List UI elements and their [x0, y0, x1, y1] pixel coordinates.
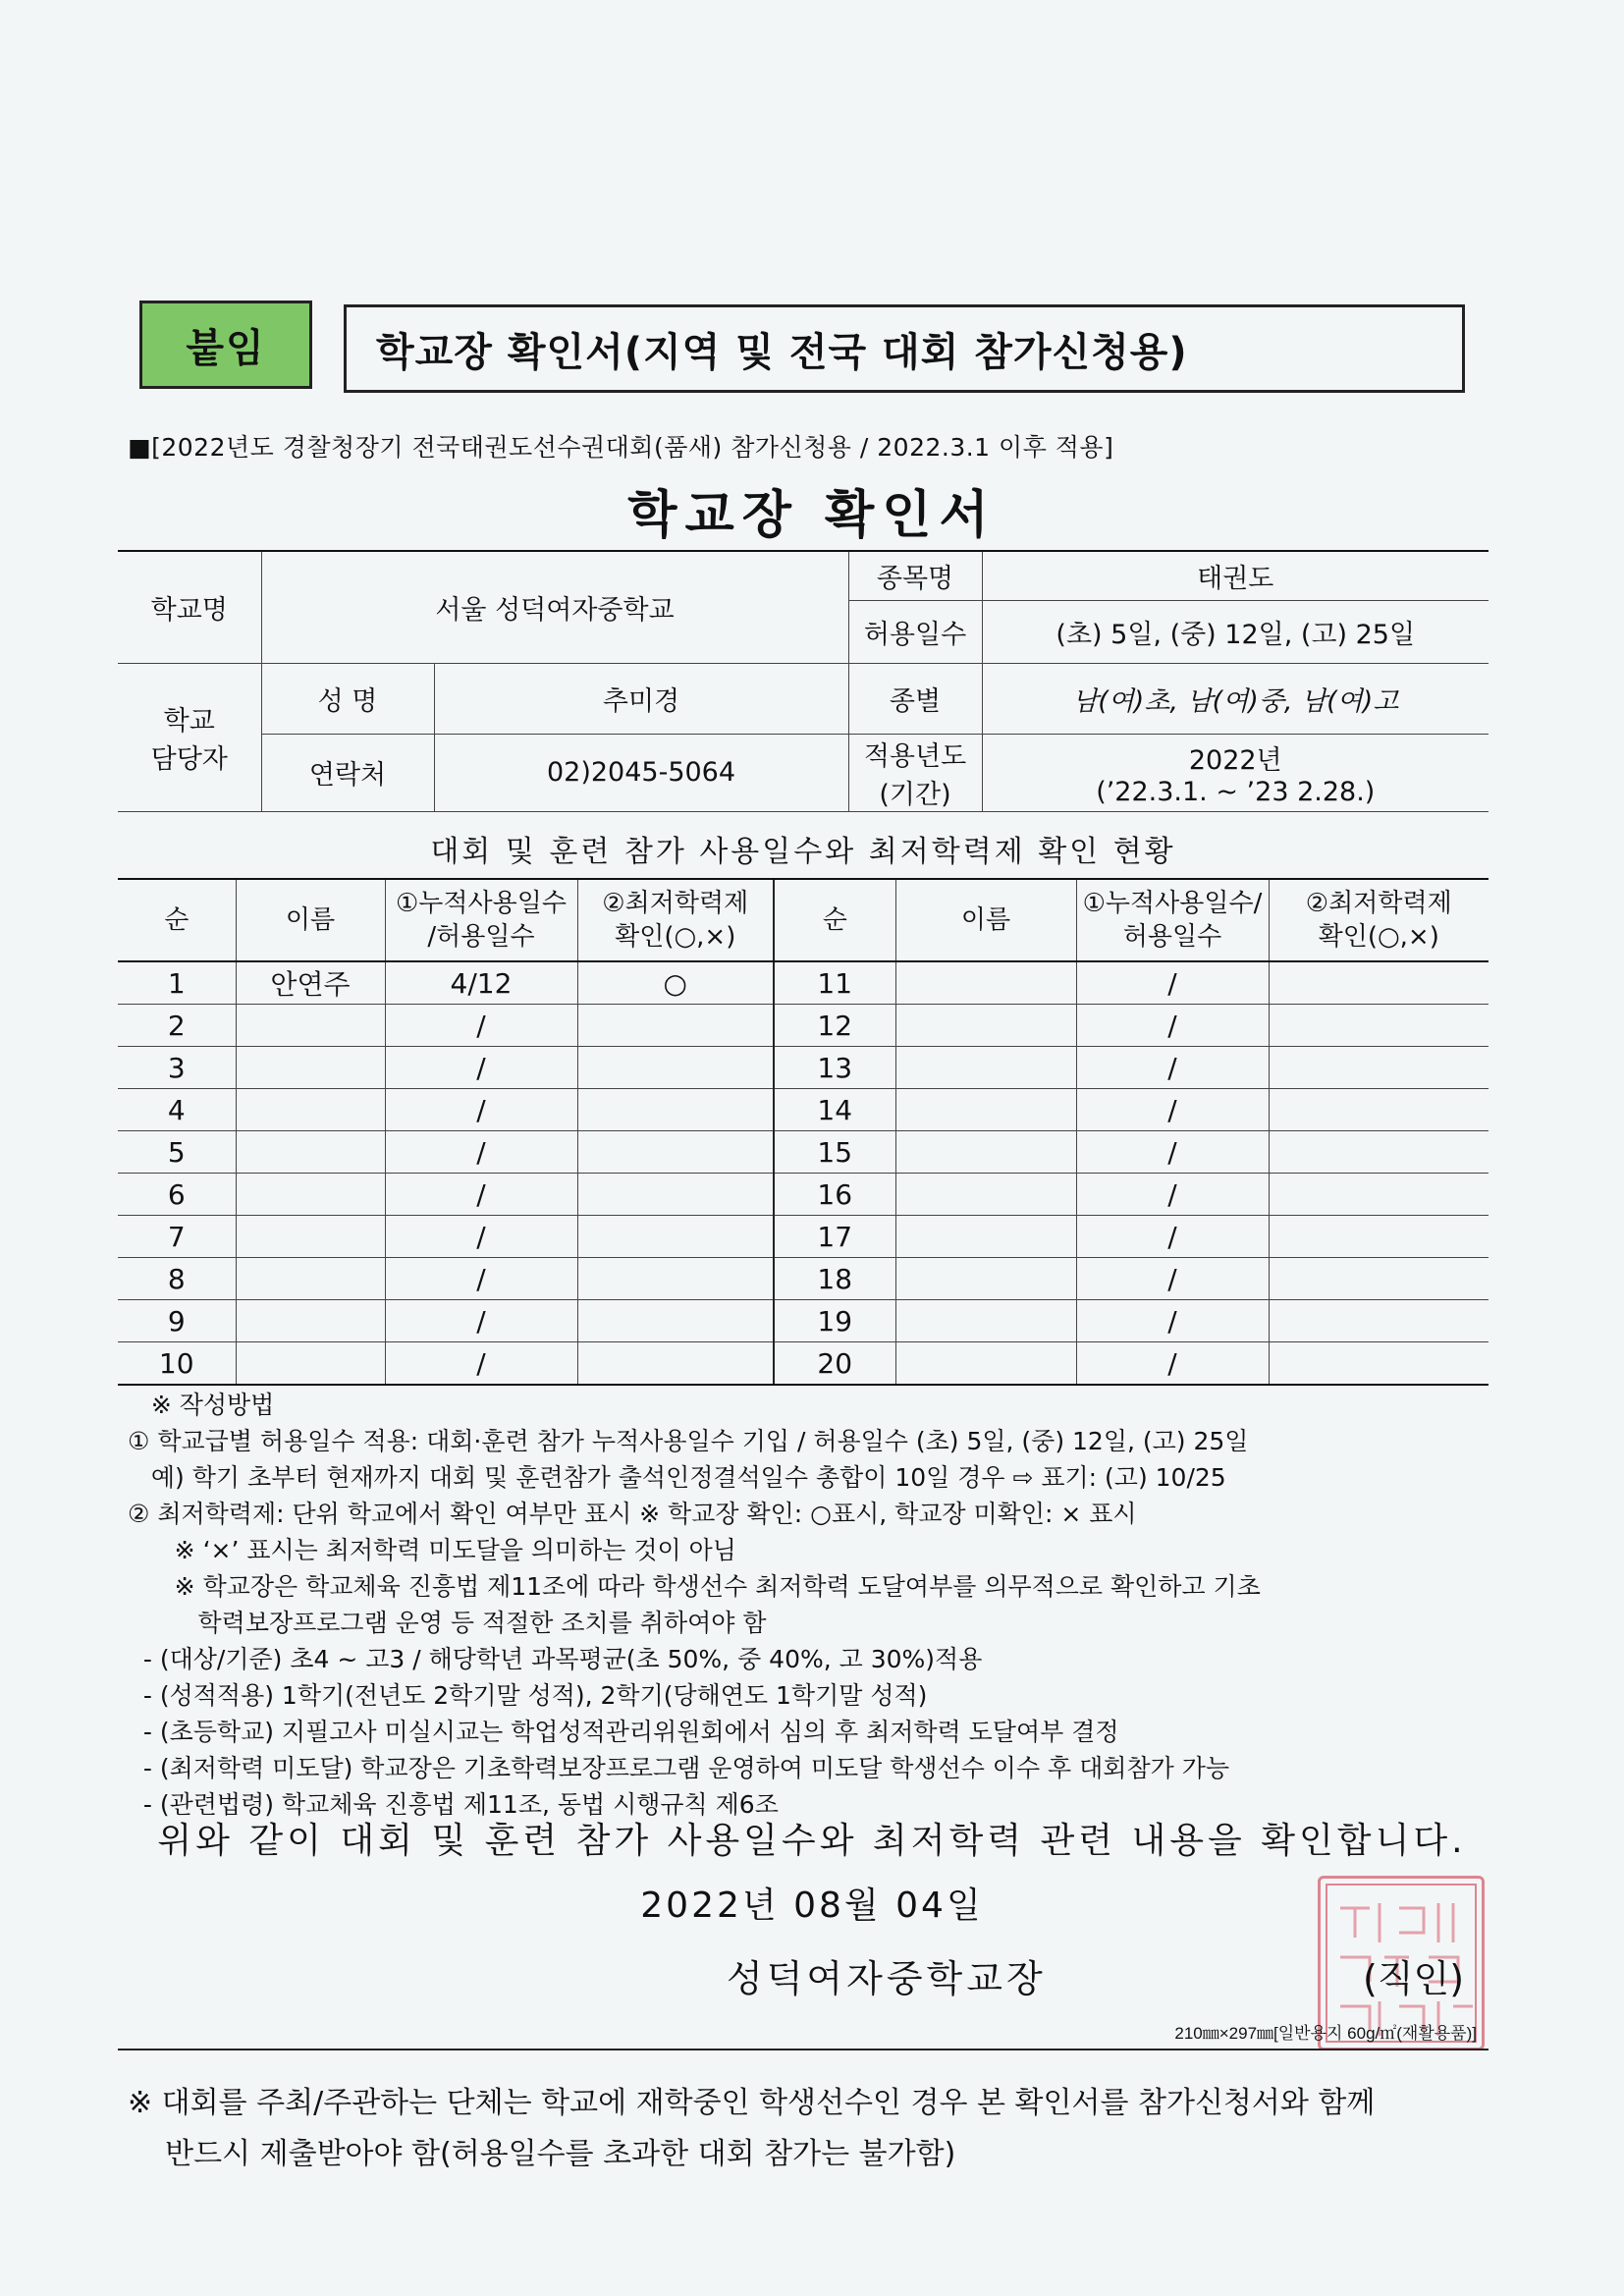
row-days-left: / — [385, 1342, 577, 1386]
row-days-right: / — [1076, 1300, 1269, 1342]
row-check-left: ○ — [577, 961, 774, 1005]
seal-label: (직인) — [1363, 1957, 1465, 2000]
manager-label-line1: 학교 — [163, 705, 215, 737]
event-label: 종목명 — [848, 551, 982, 600]
col-header-check — [577, 879, 774, 961]
row-no-left: 8 — [118, 1258, 236, 1300]
row-no-left: 6 — [118, 1174, 236, 1216]
row-no-right: 15 — [774, 1131, 895, 1174]
row-days-left: / — [385, 1047, 577, 1089]
school-value: 서울 성덕여자중학교 — [261, 551, 848, 663]
principal-name: 성덕여자중학교장 — [727, 1957, 1047, 2000]
row-check-right — [1269, 1131, 1489, 1174]
row-name-left — [236, 1089, 385, 1131]
paper-spec: 210㎜×297㎜[일반용지 60g/㎡(재활용품)] — [1174, 2024, 1477, 2043]
col-header-days-right-line2: 허용일수 — [1122, 922, 1222, 952]
row-name-right — [895, 1047, 1076, 1089]
footnote-line2: 반드시 제출받아야 함(허용일수를 초과한 대회 참가는 불가함) — [128, 2137, 956, 2171]
header-title: 학교장 확인서(지역 및 전국 대회 참가신청용) — [344, 304, 1465, 393]
row-no-right: 11 — [774, 961, 895, 1005]
gender-value: 남(여)초, 남(여)중, 남(여)고 — [982, 663, 1489, 734]
row-no-left: 9 — [118, 1300, 236, 1342]
row-check-right — [1269, 1342, 1489, 1386]
row-check-right — [1269, 1216, 1489, 1258]
allowed-days-value: (초) 5일, (중) 12일, (고) 25일 — [982, 600, 1489, 663]
instruction-line: ② 최저학력제: 단위 학교에서 확인 여부만 표시 ※ 학교장 확인: ○표시, 학교장 미확인: × 표시 — [128, 1500, 1137, 1528]
row-no-right: 20 — [774, 1342, 895, 1386]
usage-table — [118, 878, 1489, 1386]
row-check-right — [1269, 1047, 1489, 1089]
col-header-days-right-line1: ①누적사용일수/ — [1082, 889, 1263, 918]
col-header-check-right — [1269, 879, 1489, 961]
row-days-left: / — [385, 1300, 577, 1342]
writing-instructions — [128, 1387, 1512, 1823]
instruction-line: - (최저학력 미도달) 학교장은 기초학력보장프로그램 운영하여 미도달 학생선수 이수 후 대회참가 가능 — [128, 1754, 1229, 1782]
usage-header-row — [118, 879, 1489, 961]
row-no-left: 3 — [118, 1047, 236, 1089]
school-info-table — [118, 550, 1489, 812]
manager-label — [118, 663, 261, 811]
row-days-left: / — [385, 1089, 577, 1131]
instruction-line: - (관련법령) 학교체육 진흥법 제11조, 동법 시행규칙 제6조 — [128, 1790, 779, 1819]
row-days-right: / — [1076, 1258, 1269, 1300]
table-row — [118, 1005, 1489, 1047]
table-row — [118, 1342, 1489, 1386]
row-no-right: 17 — [774, 1216, 895, 1258]
col-header-no: 순 — [118, 879, 236, 961]
table-row — [118, 1089, 1489, 1131]
attachment-badge: 붙임 — [139, 301, 312, 389]
row-days-right: / — [1076, 961, 1269, 1005]
row-days-left: / — [385, 1131, 577, 1174]
row-name-right — [895, 1258, 1076, 1300]
year-value — [982, 734, 1489, 811]
row-name-left — [236, 1300, 385, 1342]
col-header-check-right-line2: 확인(○,×) — [1318, 922, 1439, 952]
year-label-line1: 적용년도 — [863, 740, 967, 772]
contact-value: 02)2045-5064 — [434, 734, 848, 811]
col-header-check-right-line1: ②최저학력제 — [1305, 889, 1452, 918]
footnote-line1: ※ 대회를 주최/주관하는 단체는 학교에 재학중인 학생선수인 경우 본 확인서를 참가신청서와 함께 — [128, 2086, 1376, 2120]
row-days-right: / — [1076, 1047, 1269, 1089]
row-no-left: 7 — [118, 1216, 236, 1258]
row-name-left — [236, 1131, 385, 1174]
document-title: 학교장 확인서 — [627, 486, 997, 545]
row-check-left — [577, 1047, 774, 1089]
row-days-right: / — [1076, 1342, 1269, 1386]
name-label: 성 명 — [261, 663, 434, 734]
col-header-no-right: 순 — [774, 879, 895, 961]
instruction-line: ※ 작성방법 — [128, 1391, 275, 1419]
row-check-left — [577, 1005, 774, 1047]
instruction-line: ※ 학교장은 학교체육 진흥법 제11조에 따라 학생선수 최저학력 도달여부를 의무적으로 확인하고 기초 — [128, 1572, 1261, 1601]
row-days-right: / — [1076, 1089, 1269, 1131]
instruction-line: ※ ‘×’ 표시는 최저학력 미도달을 의미하는 것이 아님 — [128, 1536, 736, 1564]
row-days-left: 4/12 — [385, 961, 577, 1005]
instruction-line: ① 학교급별 허용일수 적용: 대회·훈련 참가 누적사용일수 기입 / 허용일수 (초) 5일, (중) 12일, (고) 25일 — [128, 1427, 1249, 1455]
year-label-line2: (기간) — [879, 779, 951, 810]
row-no-right: 14 — [774, 1089, 895, 1131]
row-days-left: / — [385, 1174, 577, 1216]
col-header-check-line1: ②최저학력제 — [602, 889, 749, 918]
event-value: 태권도 — [982, 551, 1489, 600]
event-subheader: ■[2022년도 경찰청장기 전국태권도선수권대회(품새) 참가신청용 / 2022.3.1 이후 적용] — [128, 433, 1114, 462]
col-header-name-right: 이름 — [895, 879, 1076, 961]
table-row — [118, 1300, 1489, 1342]
school-label: 학교명 — [118, 551, 261, 663]
row-name-right — [895, 1089, 1076, 1131]
table-row — [118, 961, 1489, 1005]
row-name-right — [895, 961, 1076, 1005]
allowed-days-label: 허용일수 — [848, 600, 982, 663]
row-name-left — [236, 1258, 385, 1300]
instruction-line: 예) 학기 초부터 현재까지 대회 및 훈련참가 출석인정결석일수 총합이 10일 경우 ⇨ 표기: (고) 10/25 — [128, 1463, 1226, 1492]
row-no-left: 1 — [118, 961, 236, 1005]
row-name-left — [236, 1342, 385, 1386]
name-value: 추미경 — [434, 663, 848, 734]
year-value-line2: (’22.3.1. ~ ’23 2.28.) — [1096, 776, 1376, 807]
row-no-right: 19 — [774, 1300, 895, 1342]
row-name-left: 안연주 — [236, 961, 385, 1005]
row-days-right: / — [1076, 1174, 1269, 1216]
col-header-days-right — [1076, 879, 1269, 961]
row-days-right: / — [1076, 1131, 1269, 1174]
row-no-right: 18 — [774, 1258, 895, 1300]
table-row — [118, 1131, 1489, 1174]
col-header-check-line2: 확인(○,×) — [615, 922, 736, 952]
footnote — [128, 2078, 1522, 2180]
table-row — [118, 1174, 1489, 1216]
row-check-right — [1269, 1005, 1489, 1047]
year-label — [848, 734, 982, 811]
col-header-days-line2: /허용일수 — [427, 922, 535, 952]
footer-divider — [118, 2049, 1489, 2050]
row-check-right — [1269, 1174, 1489, 1216]
confirm-statement: 위와 같이 대회 및 훈련 참가 사용일수와 최저학력 관련 내용을 확인합니다. — [157, 1821, 1467, 1861]
row-name-right — [895, 1174, 1076, 1216]
col-header-name: 이름 — [236, 879, 385, 961]
row-check-left — [577, 1342, 774, 1386]
col-header-days-line1: ①누적사용일수 — [395, 889, 567, 918]
row-name-right — [895, 1216, 1076, 1258]
row-check-left — [577, 1174, 774, 1216]
row-no-left: 10 — [118, 1342, 236, 1386]
instruction-line: - (초등학교) 지필고사 미실시교는 학업성적관리위원회에서 심의 후 최저학력 도달여부 결정 — [128, 1718, 1119, 1746]
contact-label: 연락처 — [261, 734, 434, 811]
row-no-right: 16 — [774, 1174, 895, 1216]
row-check-left — [577, 1131, 774, 1174]
row-days-right: / — [1076, 1005, 1269, 1047]
row-check-right — [1269, 961, 1489, 1005]
table-row — [118, 1047, 1489, 1089]
row-name-left — [236, 1216, 385, 1258]
status-table-title: 대회 및 훈련 참가 사용일수와 최저학력제 확인 현황 — [430, 835, 1176, 869]
row-check-right — [1269, 1258, 1489, 1300]
instruction-line: 학력보장프로그램 운영 등 적절한 조치를 취하여야 함 — [128, 1609, 767, 1637]
instruction-line: - (성적적용) 1학기(전년도 2학기말 성적), 2학기(당해연도 1학기말 성적) — [128, 1681, 928, 1710]
row-no-right: 13 — [774, 1047, 895, 1089]
row-name-left — [236, 1174, 385, 1216]
row-check-right — [1269, 1300, 1489, 1342]
row-no-left: 4 — [118, 1089, 236, 1131]
manager-label-line2: 담당자 — [150, 743, 228, 775]
row-no-left: 2 — [118, 1005, 236, 1047]
row-days-left: / — [385, 1258, 577, 1300]
row-name-right — [895, 1131, 1076, 1174]
row-name-right — [895, 1342, 1076, 1386]
row-name-left — [236, 1005, 385, 1047]
table-row — [118, 1216, 1489, 1258]
row-name-right — [895, 1005, 1076, 1047]
row-check-left — [577, 1089, 774, 1131]
row-days-left: / — [385, 1005, 577, 1047]
row-name-left — [236, 1047, 385, 1089]
row-no-left: 5 — [118, 1131, 236, 1174]
row-check-left — [577, 1300, 774, 1342]
row-no-right: 12 — [774, 1005, 895, 1047]
col-header-days — [385, 879, 577, 961]
gender-label: 종별 — [848, 663, 982, 734]
table-row — [118, 1258, 1489, 1300]
row-days-left: / — [385, 1216, 577, 1258]
row-days-right: / — [1076, 1216, 1269, 1258]
instruction-line: - (대상/기준) 초4 ~ 고3 / 해당학년 과목평균(초 50%, 중 40%, 고 30%)적용 — [128, 1645, 983, 1673]
row-check-left — [577, 1216, 774, 1258]
row-name-right — [895, 1300, 1076, 1342]
issue-date: 2022년 08월 04일 — [640, 1886, 984, 1926]
year-value-line1: 2022년 — [1188, 744, 1282, 776]
row-check-right — [1269, 1089, 1489, 1131]
row-check-left — [577, 1258, 774, 1300]
